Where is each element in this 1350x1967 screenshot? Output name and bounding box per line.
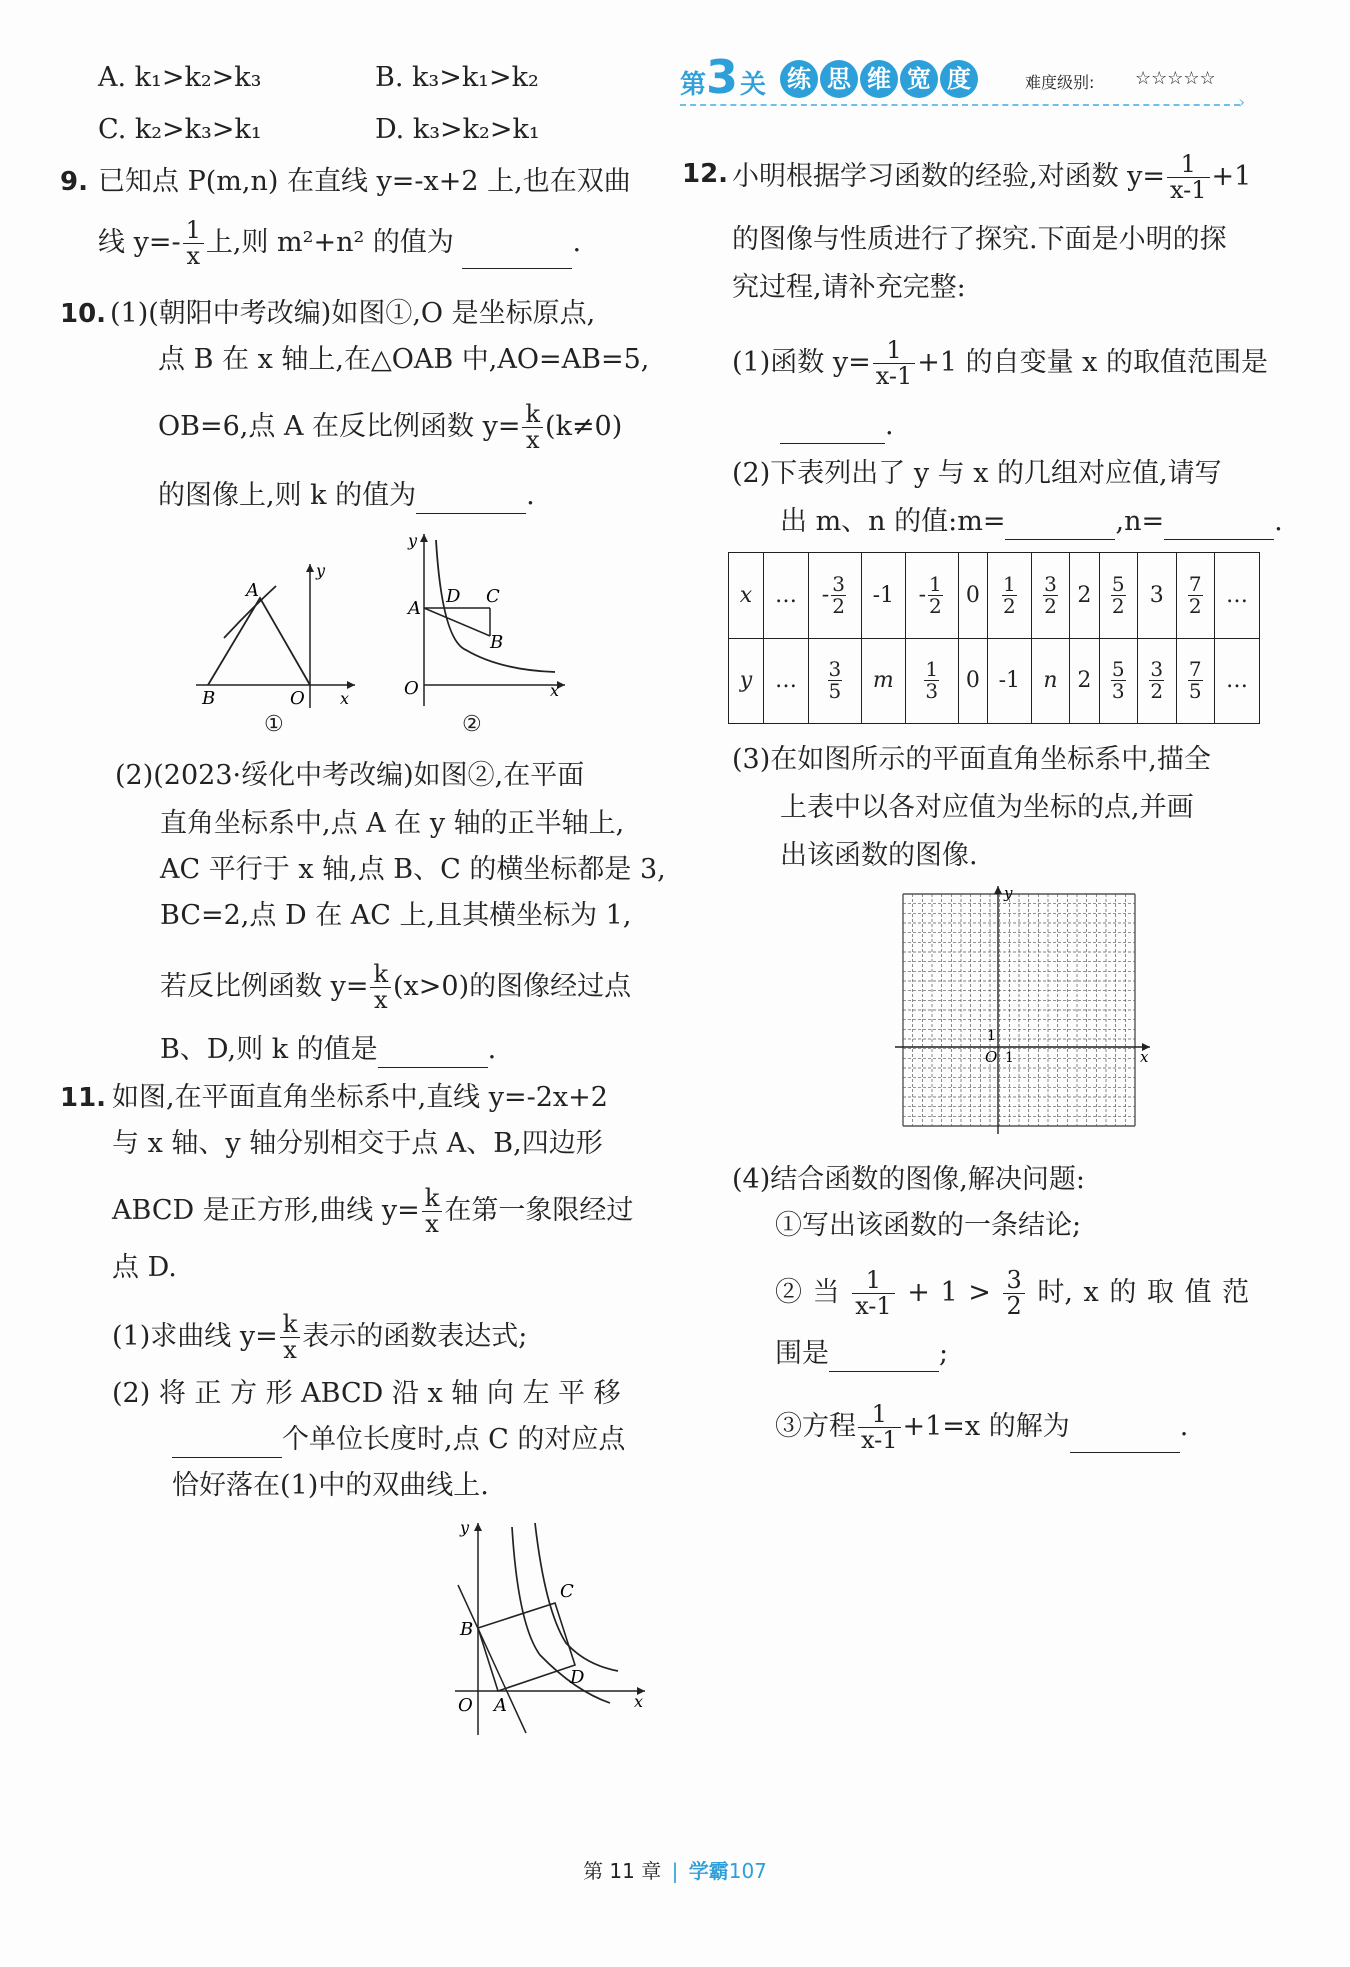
q12-p2-line2: 出 m、n 的值:m= ,n= . [780, 504, 1283, 540]
fig2-label-x: x [550, 681, 560, 700]
table-cell: $\frac{3}{2}$ [1138, 638, 1177, 724]
figure-2 [390, 530, 570, 710]
brand-label: 学霸 [688, 1859, 729, 1883]
table-cell: … [1215, 638, 1260, 724]
figure-2-caption: ② [462, 712, 482, 737]
fig2-label-c: C [486, 586, 500, 607]
value-table [728, 552, 1260, 724]
q12-intro-line3: 究过程,请补充完整: [732, 272, 966, 303]
table-cell: $\frac{7}{5}$ [1176, 638, 1215, 724]
q10-p2-line2: 直角坐标系中,点 A 在 y 轴的正半轴上, [160, 808, 625, 839]
answer-blank[interactable] [378, 1041, 488, 1068]
table-cell: 0 [958, 553, 987, 639]
table-cell: $\frac{5}{2}$ [1099, 553, 1138, 639]
q11-line2: 与 x 轴、y 轴分别相交于点 A、B,四边形 [112, 1128, 603, 1159]
question-number: 12. [682, 159, 729, 189]
q10-p2-line3: AC 平行于 x 轴,点 B、C 的横坐标都是 3, [160, 854, 666, 885]
header-divider [680, 104, 1240, 106]
q10-p1-line3: OB=6,点 A 在反比例函数 y= $\frac{k}{x}$ (k≠0) [158, 400, 623, 455]
arrow-icon: › [1238, 92, 1246, 113]
title-char: 思 [820, 60, 858, 98]
table-cell: - $\frac{3}{2}$ [808, 553, 861, 639]
footer-divider: | [671, 1859, 679, 1883]
fig-q11-label-b: B [460, 1619, 474, 1640]
table-cell: -1 [861, 553, 905, 639]
question-number: 10. [60, 299, 107, 329]
q10-p2-line5: 若反比例函数 y= $\frac{k}{x}$ (x>0)的图像经过点 [160, 960, 632, 1015]
q11-p2-line3: 恰好落在(1)中的双曲线上. [172, 1470, 489, 1501]
grid-label-one-x: 1 [1005, 1050, 1014, 1066]
answer-blank[interactable] [462, 242, 572, 269]
table-cell: - $\frac{1}{2}$ [905, 553, 958, 639]
stage-prefix: 第 [680, 70, 707, 100]
answer-blank[interactable] [829, 1345, 939, 1372]
section-header [680, 50, 1260, 113]
table-cell: n [1031, 638, 1070, 724]
table-cell: m [861, 638, 905, 724]
page-number: 107 [728, 1859, 767, 1883]
q11-line1: 如图,在平面直角坐标系中,直线 y=-2x+2 [112, 1082, 608, 1113]
q12-p3-line3: 出该函数的图像. [780, 840, 978, 871]
table-cell: 2 [1070, 638, 1099, 724]
table-cell: … [764, 553, 809, 639]
table-row [729, 553, 1260, 639]
table-cell: 2 [1070, 553, 1099, 639]
question-number: 11. [60, 1083, 107, 1113]
fig2-label-d: D [446, 586, 461, 607]
stage-number: 3 [706, 50, 739, 104]
q10-p2-line6: B、D,则 k 的值是 . [160, 1032, 496, 1068]
q12-p4-item2-line2: 围是 ; [775, 1336, 948, 1372]
table-cell: 3 [1138, 553, 1177, 639]
row-header: x [729, 553, 764, 639]
q12-p1: (1)函数 y= $\frac{1}{x-1}$ +1 的自变量 x 的取值范围是 [732, 336, 1268, 391]
q11-line4: 点 D. [112, 1252, 177, 1283]
grid-label-x: x [1140, 1048, 1149, 1066]
q12-p2-line1: (2)下表列出了 y 与 x 的几组对应值,请写 [732, 458, 1222, 489]
q10-p1-line4: 的图像上,则 k 的值为 . [158, 478, 535, 514]
grid-label-origin: O [985, 1048, 998, 1066]
q12-intro-line1: 小明根据学习函数的经验,对函数 y= $\frac{1}{x-1}$ +1 [732, 150, 1252, 205]
q9-line2: 线 y=- $\frac{1}{x}$ 上,则 m²+n² 的值为 . [98, 216, 582, 271]
q10-p2-line4: BC=2,点 D 在 AC 上,且其横坐标为 1, [160, 900, 632, 931]
table-cell: $\frac{1}{2}$ [987, 553, 1031, 639]
q11-p1: (1)求曲线 y= $\frac{k}{x}$ 表示的函数表达式; [112, 1310, 528, 1365]
figure-1 [190, 560, 360, 710]
figure-q11 [440, 1515, 660, 1740]
table-cell: … [1215, 553, 1260, 639]
fig2-label-y: y [408, 531, 418, 550]
q11-line3: ABCD 是正方形,曲线 y= $\frac{k}{x}$ 在第一象限经过 [112, 1184, 634, 1239]
table-cell: … [764, 638, 809, 724]
grid-label-y: y [1004, 884, 1013, 902]
coordinate-grid[interactable] [895, 882, 1155, 1137]
table-cell: $\frac{3}{2}$ [1031, 553, 1070, 639]
fig1-label-b: B [202, 688, 216, 709]
q10-p1-line2: 点 B 在 x 轴上,在△OAB 中,AO=AB=5, [158, 344, 650, 375]
q12-intro-line2: 的图像与性质进行了探究.下面是小明的探 [732, 224, 1227, 255]
q12-p4-item3: ③方程 $\frac{1}{x-1}$ +1=x 的解为 . [775, 1400, 1189, 1455]
q9-line1: 已知点 P(m,n) 在直线 y=-x+2 上,也在双曲 [98, 166, 631, 197]
fig-q11-label-x: x [634, 1692, 644, 1711]
answer-blank[interactable] [1164, 513, 1274, 540]
table-cell: $\frac{7}{2}$ [1176, 553, 1215, 639]
option-d: D. k₃>k₂>k₁ [375, 114, 540, 145]
table-row [729, 638, 1260, 724]
q11-p2-line1: (2) 将 正 方 形 ABCD 沿 x 轴 向 左 平 移 [112, 1378, 621, 1409]
title-char: 维 [860, 60, 898, 98]
fig-q11-label-d: D [570, 1667, 585, 1688]
fig2-label-b: B [490, 632, 504, 653]
table-cell: 0 [958, 638, 987, 724]
section-title [780, 60, 980, 98]
option-a: A. k₁>k₂>k₃ [98, 62, 262, 93]
table-cell: $\frac{3}{5}$ [808, 638, 861, 724]
title-char: 宽 [900, 60, 938, 98]
answer-blank[interactable] [1070, 1426, 1180, 1453]
fig1-label-o: O [290, 688, 305, 709]
table-cell: $\frac{5}{3}$ [1099, 638, 1138, 724]
fig-q11-label-y: y [460, 1518, 470, 1537]
fig-q11-label-c: C [560, 1581, 574, 1602]
table-cell: -1 [987, 638, 1031, 724]
row-header: y [729, 638, 764, 724]
answer-blank[interactable] [780, 417, 885, 444]
q10-p1-line1: (1)(朝阳中考改编)如图①,O 是坐标原点, [110, 298, 596, 329]
grid-label-one-y: 1 [987, 1028, 996, 1044]
title-char: 度 [940, 60, 978, 98]
q10-p2-line1: (2)(2023·绥化中考改编)如图②,在平面 [115, 760, 585, 791]
option-c: C. k₂>k₃>k₁ [98, 114, 262, 145]
chapter-label: 第 11 章 [583, 1859, 662, 1883]
answer-blank[interactable] [172, 1431, 282, 1458]
fig2-label-a: A [408, 598, 421, 619]
answer-blank[interactable] [1005, 513, 1115, 540]
fig-q11-label-o: O [458, 1695, 473, 1716]
figure-1-caption: ① [264, 712, 284, 737]
q11-p2-line2: 个单位长度时,点 C 的对应点 [172, 1422, 625, 1458]
stage-suffix: 关 [740, 70, 767, 100]
q12-p4-line1: (4)结合函数的图像,解决问题: [732, 1164, 1085, 1195]
table-cell: $\frac{1}{3}$ [905, 638, 958, 724]
title-char: 练 [780, 60, 818, 98]
q12-p4-item2: ② 当 $\frac{1}{x-1}$ + 1 > $\frac{3}{2}$ 时, x 的 取 值 范 [775, 1266, 1250, 1321]
question-number: 9. [60, 167, 88, 197]
fig1-label-x: x [340, 689, 350, 708]
q12-p1-answer: . [780, 408, 894, 444]
difficulty-stars: ☆☆☆☆☆ [1135, 68, 1216, 89]
fig2-label-o: O [404, 678, 419, 699]
q12-p3-line2: 上表中以各对应值为坐标的点,并画 [780, 792, 1194, 823]
fig1-label-y: y [316, 561, 326, 580]
difficulty-label: 难度级别: [1025, 73, 1095, 92]
q12-p4-item1: ①写出该函数的一条结论; [775, 1210, 1082, 1241]
fig-q11-label-a: A [494, 1695, 507, 1716]
option-b: B. k₃>k₁>k₂ [375, 62, 539, 93]
q12-p3-line1: (3)在如图所示的平面直角坐标系中,描全 [732, 744, 1211, 775]
page-footer [0, 1855, 1350, 1884]
fig1-label-a: A [246, 580, 259, 601]
answer-blank[interactable] [416, 487, 526, 514]
